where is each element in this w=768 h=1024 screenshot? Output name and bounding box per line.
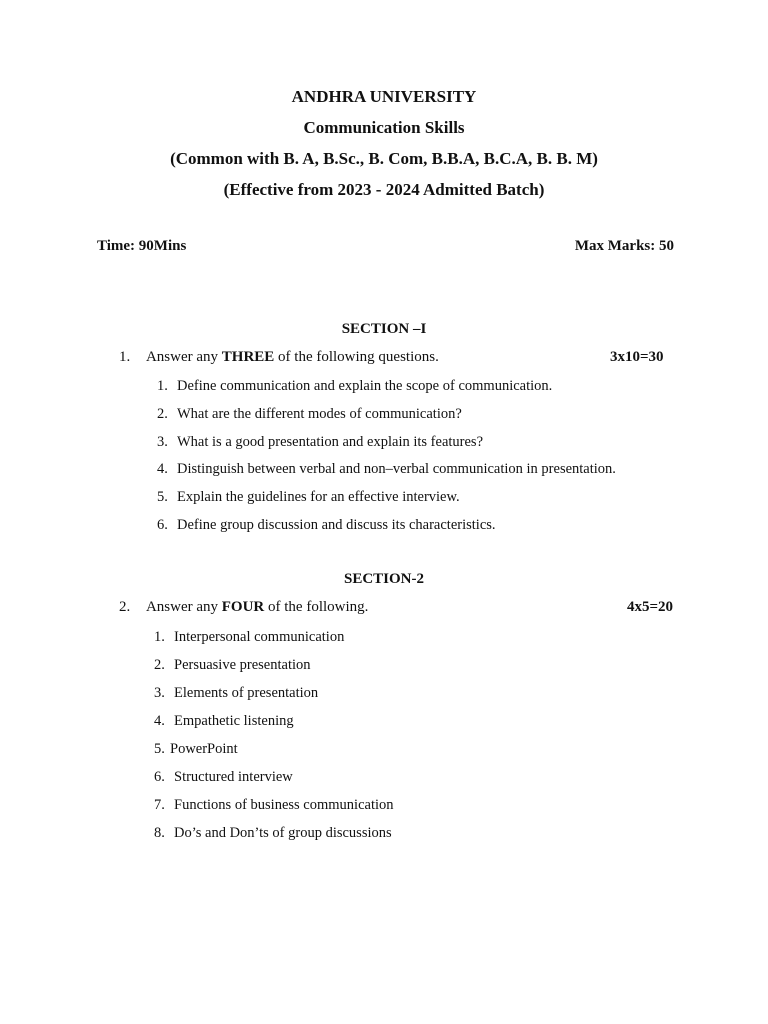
item-number: 3. (157, 433, 168, 450)
common-with-line: (Common with B. A, B.Sc., B. Com, B.B.A, B.C.A, B. B. M) (170, 149, 598, 168)
item-number: 4. (157, 461, 168, 478)
item-number: 4. (154, 713, 165, 729)
item-text: Do’s and Don’ts of group discussions (174, 825, 392, 841)
item-number: 6. (154, 769, 165, 785)
list-item (154, 739, 394, 767)
question-number: 1. (119, 349, 131, 365)
item-number: 2. (154, 657, 165, 673)
item-text: Define group discussion and discuss its characteristics. (177, 516, 496, 533)
list-item (154, 655, 394, 683)
item-text: Persuasive presentation (174, 657, 311, 673)
list-item (157, 515, 616, 543)
instruction-count: THREE (221, 349, 275, 365)
university-title: ANDHRA UNIVERSITY (291, 87, 477, 106)
item-number: 1. (154, 629, 165, 645)
max-marks: Max Marks: 50 (574, 238, 674, 254)
exam-time: Time: 90Mins (97, 238, 187, 254)
instruction-text-end: of the following. (264, 599, 369, 615)
item-text: PowerPoint (170, 741, 238, 757)
list-item (154, 627, 394, 655)
list-item (154, 711, 394, 739)
instruction-text-end: of the following questions. (274, 349, 439, 365)
item-text: Elements of presentation (174, 685, 319, 701)
item-number: 6. (157, 516, 168, 533)
item-text: Interpersonal communication (174, 629, 345, 645)
question-2-instruction (119, 599, 368, 616)
item-number: 5. (154, 741, 165, 757)
item-number: 3. (154, 685, 165, 701)
item-text: Define communication and explain the scope of communication. (177, 378, 553, 394)
section-2-heading: SECTION-2 (343, 571, 425, 587)
list-item (154, 795, 394, 823)
instruction-count: FOUR (221, 599, 265, 615)
item-number: 1. (157, 378, 168, 394)
item-text: What is a good presentation and explain its features? (177, 433, 484, 450)
section-2-topic-list (154, 627, 394, 851)
item-text: Explain the guidelines for an effective interview. (177, 489, 460, 506)
item-number: 2. (157, 405, 168, 422)
instruction-text-start: Answer any (145, 599, 222, 615)
question-1-instruction (119, 349, 439, 366)
list-item (157, 404, 616, 432)
section-1-heading: SECTION –I (341, 321, 427, 337)
section-1-question-list (157, 376, 616, 543)
list-item (154, 767, 394, 795)
course-title: Communication Skills (303, 118, 465, 137)
list-item (157, 432, 616, 460)
item-text: Functions of business communication (174, 797, 394, 813)
list-item (157, 459, 616, 487)
item-number: 7. (154, 797, 165, 813)
question-number: 2. (119, 599, 131, 615)
effective-batch-line: (Effective from 2023 - 2024 Admitted Batch) (223, 180, 545, 199)
item-number: 5. (157, 489, 168, 506)
item-text: Structured interview (174, 769, 293, 785)
list-item (157, 487, 616, 515)
item-text: Empathetic listening (174, 713, 294, 729)
list-item (154, 683, 394, 711)
section-1-marks: 3x10=30 (610, 349, 664, 365)
list-item (154, 823, 394, 851)
item-text: What are the different modes of communication? (177, 405, 462, 422)
instruction-text-start: Answer any (145, 349, 222, 365)
item-text: Distinguish between verbal and non–verbal communication in presentation. (177, 461, 616, 478)
list-item (157, 376, 616, 404)
item-number: 8. (154, 825, 165, 841)
section-2-marks: 4x5=20 (627, 599, 674, 615)
